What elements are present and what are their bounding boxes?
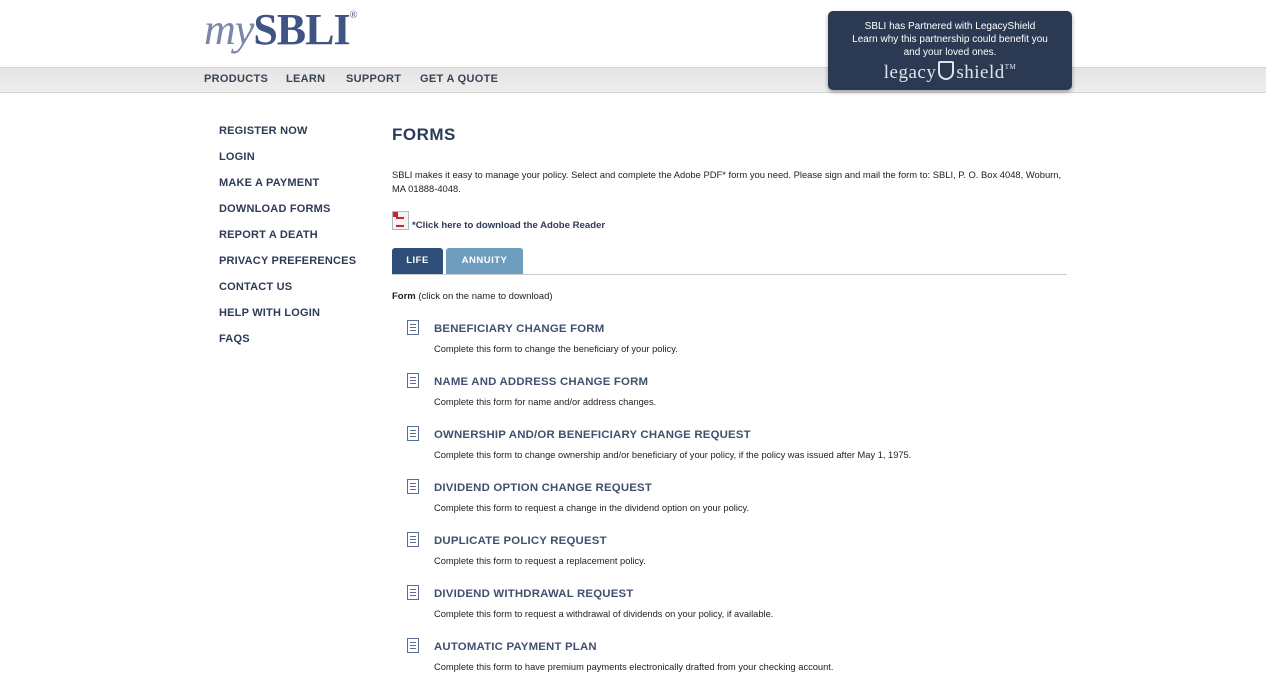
document-icon[interactable] — [407, 373, 419, 388]
document-icon[interactable] — [407, 638, 419, 653]
trademark-mark: TM — [1004, 63, 1017, 71]
form-title-link[interactable]: OWNERSHIP AND/OR BENEFICIARY CHANGE REQUEST — [434, 429, 751, 441]
promo-text: Learn why this partnership could benefit you and your loved ones. — [852, 34, 1048, 58]
tab-life[interactable]: LIFE — [392, 248, 443, 274]
form-note-hint: (click on the name to download) — [415, 291, 553, 302]
form-item — [392, 371, 1067, 424]
adobe-reader-download — [392, 211, 605, 231]
form-description: Complete this form to request a replacement policy. — [434, 556, 646, 566]
form-title-link[interactable]: NAME AND ADDRESS CHANGE FORM — [434, 376, 649, 388]
form-item — [392, 530, 1067, 583]
sidebar-item-faqs[interactable]: FAQS — [219, 333, 250, 345]
document-icon[interactable] — [407, 320, 419, 335]
nav-item-support[interactable]: SUPPORT — [346, 73, 402, 85]
sidebar-item-contact-us[interactable]: CONTACT US — [219, 281, 293, 293]
sidebar-item-privacy-preferences[interactable]: PRIVACY PREFERENCES — [219, 255, 357, 267]
legacyshield-logo — [828, 61, 1072, 83]
legacyshield-logo-right: shield — [956, 62, 1005, 83]
form-title-link[interactable]: DUPLICATE POLICY REQUEST — [434, 535, 607, 547]
sidebar-navigation — [219, 125, 356, 359]
document-icon[interactable] — [407, 585, 419, 600]
sidebar-item-download-forms[interactable]: DOWNLOAD FORMS — [219, 203, 331, 215]
form-description: Complete this form to change the beneficiary of your policy. — [434, 344, 678, 354]
form-description: Complete this form to change ownership and/or beneficiary of your policy, if the policy was issued after May 1, 1975. — [434, 450, 912, 460]
pdf-icon[interactable] — [392, 211, 409, 230]
form-title-link[interactable]: DIVIDEND WITHDRAWAL REQUEST — [434, 588, 634, 600]
promo-headline: SBLI has Partnered with LegacyShield — [864, 21, 1036, 32]
form-list-caption — [392, 291, 553, 302]
nav-item-products[interactable]: PRODUCTS — [204, 73, 269, 85]
logo-brand: SBLI — [253, 5, 350, 54]
form-title-link[interactable]: AUTOMATIC PAYMENT PLAN — [434, 641, 597, 653]
form-item — [392, 318, 1067, 371]
tab-annuity[interactable]: ANNUITY — [446, 248, 523, 274]
form-title-link[interactable]: BENEFICIARY CHANGE FORM — [434, 323, 605, 335]
form-description: Complete this form to request a change in the dividend option on your policy. — [434, 503, 750, 513]
form-item — [392, 636, 1067, 689]
form-description: Complete this form to request a withdrawal of dividends on your policy, if available. — [434, 609, 774, 619]
form-title-link[interactable]: DIVIDEND OPTION CHANGE REQUEST — [434, 482, 653, 494]
document-icon[interactable] — [407, 426, 419, 441]
page-title: FORMS — [392, 125, 456, 144]
form-description: Complete this form to have premium payments electronically drafted from your checking account. — [434, 662, 834, 672]
form-note-label: Form — [392, 291, 416, 302]
nav-item-learn[interactable]: LEARN — [286, 73, 326, 85]
form-item — [392, 424, 1067, 477]
document-icon[interactable] — [407, 479, 419, 494]
site-logo[interactable] — [204, 4, 357, 60]
logo-prefix: my — [204, 5, 254, 54]
form-description: Complete this form for name and/or address changes. — [434, 397, 657, 407]
adobe-reader-link[interactable]: *Click here to download the Adobe Reader — [412, 220, 606, 231]
main-content — [392, 125, 1067, 672]
nav-item-get-a-quote[interactable]: GET A QUOTE — [420, 73, 499, 85]
top-navigation — [0, 67, 1266, 93]
legacyshield-logo-left: legacy — [883, 62, 937, 83]
forms-tab-bar — [392, 248, 1067, 275]
sidebar-item-make-a-payment[interactable]: MAKE A PAYMENT — [219, 177, 320, 189]
sidebar-item-login[interactable]: LOGIN — [219, 151, 255, 163]
sidebar-item-report-a-death[interactable]: REPORT A DEATH — [219, 229, 318, 241]
logo-registered-mark: ® — [349, 10, 358, 21]
document-icon[interactable] — [407, 532, 419, 547]
form-item — [392, 477, 1067, 530]
sidebar-item-register-now[interactable]: REGISTER NOW — [219, 125, 308, 137]
shield-icon — [938, 61, 954, 80]
sidebar-item-help-with-login[interactable]: HELP WITH LOGIN — [219, 307, 321, 319]
intro-text: SBLI makes it easy to manage your policy. Select and complete the Adobe PDF* form you need. Please sign and mail the form to: SBLI, P. O. Box 4048, Woburn, MA 01888-4048. — [392, 169, 1062, 194]
legacyshield-promo-banner[interactable] — [828, 11, 1072, 90]
form-item — [392, 583, 1067, 636]
